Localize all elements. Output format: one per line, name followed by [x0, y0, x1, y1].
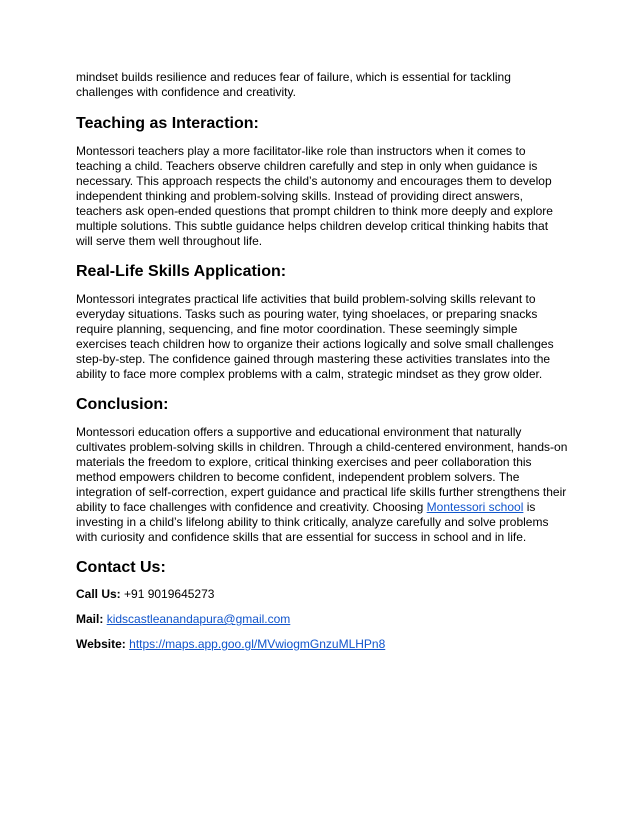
call-value: +91 9019645273	[120, 587, 215, 601]
conclusion-heading: Conclusion:	[76, 396, 169, 413]
montessori-school-link[interactable]: Montessori school	[426, 500, 524, 514]
teaching-heading: Teaching as Interaction:	[76, 115, 259, 132]
mail-line	[76, 612, 568, 627]
real-life-skills-paragraph: Montessori integrates practical life activities that build problem-solving skills relevant to everyday situations. Tasks such as pouring water, tying shoelaces, or preparing snacks require planning, sequencing, and fine motor coordination. These seemingly simple exercises teach children how to organize their actions logically and solve small challenges step-by-step. The confidence gained through mastering these activities translates into the ability to face more complex problems with a calm, strategic mindset as they grow older.	[76, 292, 554, 381]
conclusion-text-after-link: is investing in a child’s lifelong ability to think critically, analyze carefully and solve problems with curiosity and confidence skills that are essential for success in school and in life.	[76, 500, 549, 544]
website-line	[76, 637, 568, 652]
call-label: Call Us:	[76, 587, 121, 601]
intro-paragraph: mindset builds resilience and reduces fear of failure, which is essential for tackling challenges with confidence and creativity.	[76, 70, 511, 99]
contact-heading: Contact Us:	[76, 559, 166, 576]
mail-link[interactable]: kidscastleanandapura@gmail.com	[106, 612, 291, 626]
website-link[interactable]: https://maps.app.goo.gl/MVwiogmGnzuMLHPn8	[129, 637, 386, 651]
website-label: Website:	[76, 637, 126, 651]
call-line	[76, 587, 568, 602]
teaching-paragraph: Montessori teachers play a more facilitator-like role than instructors when it comes to teaching a child. Teachers observe children carefully and step in only when guidance is necessary. This approach respects the child’s autonomy and encourages them to develop independent thinking and problem-solving skills. Instead of providing direct answers, teachers ask open-ended questions that prompt children to think more deeply and explore multiple solutions. This subtle guidance helps children develop critical thinking habits that will serve them well throughout life.	[76, 144, 553, 248]
real-life-skills-heading: Real-Life Skills Application:	[76, 263, 287, 280]
conclusion-text-before-link: Montessori education offers a supportive and educational environment that naturally cultivates problem-solving skills in children. Through a child-centered environment, hands-on materials the freedom to explore, critical thinking exercises and peer collaboration this method empowers children to become confident, independent problem solvers. The integration of self-correction, expert guidance and practical life skills further strengthens their ability to face challenges with confidence and creativity. Choosing	[76, 425, 568, 514]
mail-label: Mail:	[76, 612, 104, 626]
conclusion-paragraph	[76, 425, 568, 545]
